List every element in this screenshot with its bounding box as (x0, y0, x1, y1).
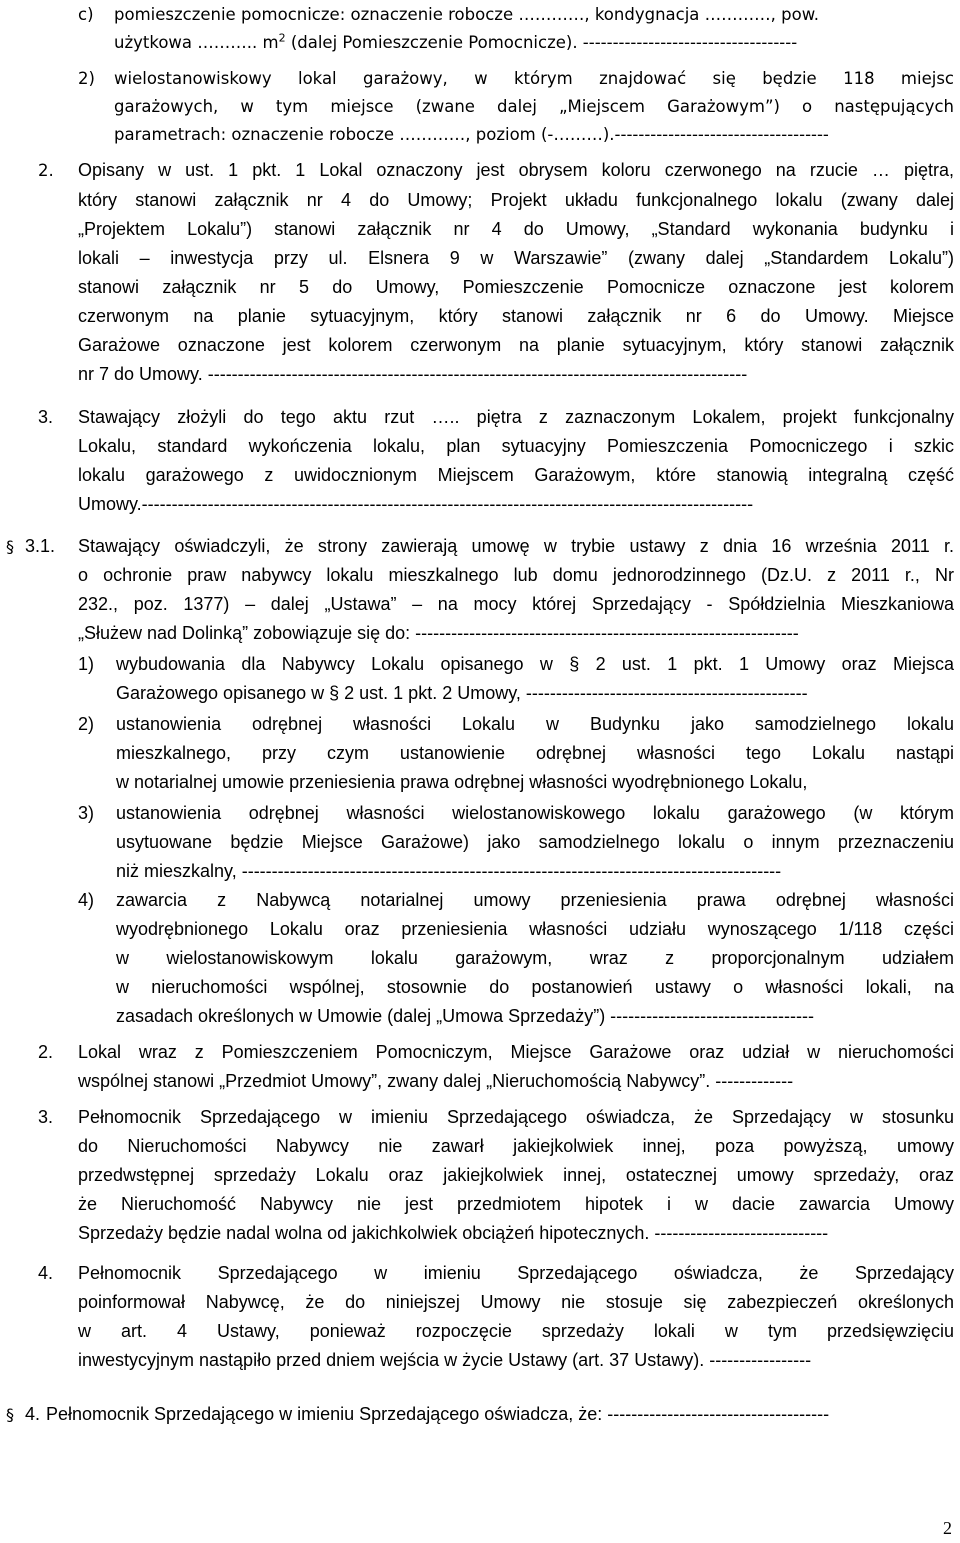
item-2b-line: w notarialnej umowie przeniesienia prawa odrębnej własności wyodrębnionego Lokalu, (116, 772, 808, 792)
section-3b-line: do Nieruchomości Nabywcy nie zawarł jakiejkolwiek innej, poza powyższą, umowy (78, 1136, 954, 1156)
section-2b-label: 2. (38, 1042, 54, 1062)
section-3-1-line: o ochronie praw nabywcy lokalu mieszkalnego lub domu jednorodzinnego (Dz.U. z 2011 r., Nr (78, 565, 954, 585)
item-1-line: wybudowania dla Nabywcy Lokalu opisanego w § 2 ust. 1 pkt. 1 Umowy oraz Miejsca (116, 654, 954, 674)
section-2-line: nr 7 do Umowy. ------------------------------------------------------------------------------------------ (78, 364, 748, 384)
item-2b-line: ustanowienia odrębnej własności Lokalu w Budynku jako samodzielnego lokalu (116, 714, 954, 734)
superscript: 2 (278, 31, 286, 45)
section-2-line: Garażowe oznaczone jest kolorem czerwonym na planie sytuacyjnym, który stanowi załącznik (78, 335, 954, 355)
section-3-1-line: Stawający oświadczyli, że strony zawierają umowę w trybie ustawy z dnia 16 września 2011 r. (78, 536, 954, 556)
section-4b-line: Pełnomocnik Sprzedającego w imieniu Sprzedającego oświadcza, że Sprzedający (78, 1263, 954, 1283)
item-3-line: usytuowane będzie Miejsce Garażowe) jako samodzielnego lokalu o innym przeznaczeniu (116, 832, 954, 852)
item-3-line: ustanowienia odrębnej własności wielostanowiskowego lokalu garażowego (w którym (116, 803, 954, 823)
item-2-line-3: parametrach: oznaczenie robocze …………, poziom (-………).------------------------------------ (114, 125, 829, 144)
section-3-line: lokalu garażowego z uwidocznionym Miejscem Garażowym, które stanowią integralną część (78, 465, 954, 485)
item-4-line: wyodrębnionego Lokalu oraz przeniesienia własności udziału wynoszącego 1/118 części (116, 919, 954, 939)
section-3b-line: Pełnomocnik Sprzedającego w imieniu Sprzedającego oświadcza, że Sprzedający w stosunku (78, 1107, 954, 1127)
section-3b-label: 3. (38, 1107, 54, 1127)
item-1-label: 1) (78, 654, 95, 674)
item-2-line-1: wielostanowiskowy lokal garażowy, w którym znajdować się będzie 118 miejsc (114, 69, 954, 88)
section-2-line: który stanowi załącznik nr 4 do Umowy; Projekt układu funkcjonalnego lokalu (zwany dalej (78, 190, 954, 210)
item-3-line: niż mieszkalny, ------------------------------------------------------------------------------------------ (116, 861, 782, 881)
item-1-line: Garażowego opisanego w § 2 ust. 1 pkt. 2 Umowy, ----------------------------------------------- (116, 683, 808, 703)
section-3-1-line: 232., poz. 1377) – dalej „Ustawa” – na mocy której Sprzedający - Spółdzielnia Mieszkaniowa (78, 594, 954, 614)
item-4-line: w wielostanowiskowym lokalu garażowym, wraz z proporcjonalnym udziałem (116, 948, 954, 968)
item-c-line-1: pomieszczenie pomocnicze: oznaczenie robocze …………, kondygnacja …………, pow. (114, 5, 819, 24)
item-2b-line: mieszkalnego, przy czym ustanowienie odrębnej własności tego Lokalu nastąpi (116, 743, 954, 763)
paragraph-sign: § (6, 1405, 14, 1424)
section-3-line: Umowy.------------------------------------------------------------------------------------------------------ (78, 494, 754, 514)
item-4-label: 4) (78, 890, 95, 910)
section-3-line: Stawający złożyli do tego aktu rzut ….. piętra z zaznaczonym Lokalem, projekt funkcjonalny (78, 407, 954, 427)
section-3-1-label: 3.1. (25, 536, 56, 556)
item-4-line: zawarcia z Nabywcą notarialnej umowy przeniesienia prawa odrębnej własności (116, 890, 954, 910)
item-c-line-2b: (dalej Pomieszczenie Pomocnicze). ------------------------------------ (285, 33, 798, 52)
item-c-line-2a: użytkowa ……….. m (114, 33, 279, 52)
section-2-label: 2. (38, 161, 54, 180)
section-2b-line: Lokal wraz z Pomieszczeniem Pomocniczym, Miejsce Garażowe oraz udział w nieruchomości (78, 1042, 954, 1062)
item-4-line: w nieruchomości wspólnej, stosownie do postanowień ustawy o własności lokali, na (116, 977, 954, 997)
item-2-label: 2) (78, 69, 95, 88)
section-3-1-line: „Służew nad Dolinką” zobowiązuje się do: ---------------------------------------------------------------- (78, 623, 799, 643)
item-2-line-2: garażowych, w tym miejsce (zwane dalej „Miejscem Garażowym”) o następujących (114, 97, 954, 116)
section-4b-line: inwestycyjnym nastąpiło przed dniem wejścia w życie Ustawy (art. 37 Ustawy). ----------------- (78, 1350, 812, 1370)
section-3-line: Lokalu, standard wykończenia lokalu, plan sytuacyjny Pomieszczenia Pomocniczego i szkic (78, 436, 954, 456)
paragraph-sign: § (6, 537, 14, 556)
item-4-line: zasadach określonych w Umowie (dalej „Umowa Sprzedaży”) ---------------------------------- (116, 1006, 814, 1026)
page-number: 2 (943, 1518, 952, 1538)
section-2-line: czerwonym na planie sytuacyjnym, który stanowi załącznik nr 6 do Umowy. Miejsce (78, 306, 954, 326)
item-2b-label: 2) (78, 714, 95, 734)
item-3-label: 3) (78, 803, 95, 823)
section-2-line: Opisany w ust. 1 pkt. 1 Lokal oznaczony jest obrysem koloru czerwonego na rzucie … piętra, (78, 160, 954, 180)
paragraph-4-label: 4. (25, 1404, 41, 1424)
section-4b-line: w art. 4 Ustawy, ponieważ rozpoczęcie sprzedaży lokali w tym przedsięwzięciu (78, 1321, 954, 1341)
section-2-line: lokali – inwestycja przy ul. Elsnera 9 w Warszawie” (zwany dalej „Standardem Lokalu”) (78, 248, 954, 268)
section-3b-line: że Nieruchomość Nabywcy nie jest przedmiotem hipotek i w dacie zawarcia Umowy (78, 1194, 954, 1214)
section-4b-line: poinformował Nabywcę, że do niniejszej Umowy nie stosuje się zabezpieczeń określonych (78, 1292, 954, 1312)
item-c-line-2 (114, 28, 797, 57)
paragraph-4-text: Pełnomocnik Sprzedającego w imieniu Sprzedającego oświadcza, że: ------------------------------------- (46, 1404, 830, 1424)
section-3b-line: Sprzedaży będzie nadal wolna od jakichkolwiek obciążeń hipotecznych. ----------------------------- (78, 1223, 829, 1243)
section-2-line: stanowi załącznik nr 5 do Umowy, Pomieszczenie Pomocnicze oznaczone jest kolorem (78, 277, 954, 297)
section-2-line: „Projektem Lokalu”) stanowi załącznik nr 4 do Umowy, „Standard wykonania budynku i (78, 219, 954, 239)
section-3-label: 3. (38, 407, 54, 427)
item-c-label: c) (78, 5, 94, 24)
section-4b-label: 4. (38, 1263, 54, 1283)
section-3b-line: przedwstępnej sprzedaży Lokalu oraz jakiejkolwiek innej, ostatecznej umowy sprzedaży, oraz (78, 1165, 954, 1185)
section-2b-line: wspólnej stanowi „Przedmiot Umowy”, zwany dalej „Nieruchomością Nabywcy”. ------------- (78, 1071, 794, 1091)
